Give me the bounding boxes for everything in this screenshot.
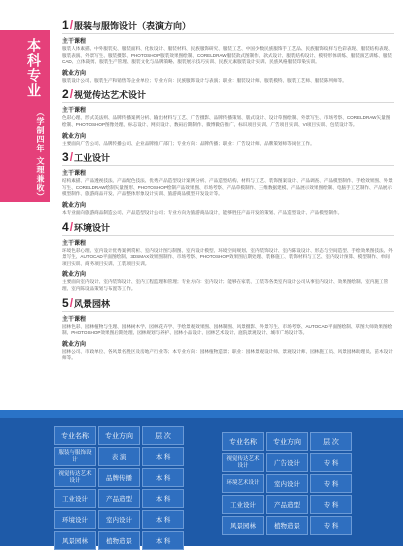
section-number: 4	[62, 219, 69, 234]
courses-label: 主干课程	[62, 240, 87, 247]
courses-text: 色彩心理、形式美法则、品牌传播案例分析、输出材料与工艺、广告摄影、品牌传播策划、版式设计、设计草图绘制、外景写生、市场考察、CORELDRAW矢量图绘制、PHOTOSHOP图像处理、标志设计、网页设计、数码后期制作、微博微信推广、标识项目实训、广告项目实训、VI项目实训、包装设计等。	[62, 115, 391, 127]
employment-text: 本专业面向旅游商品制造公司、产品造型设计公司；专业方向为旅游商品设计，能够胜任产品开发的策划、产品造型设计、产品模型制作。	[62, 209, 343, 215]
section-number: 1	[62, 18, 69, 32]
employment-text: 主要面向室内设计、室内装饰设计、室内工程监理和管理；专业方向：室内设计；能够在家装、工装等各类室内设计公司从事室内设计、效果图绘制、室内施工管理、室内陈设品策划与布置等工作。	[62, 279, 389, 291]
section-number: 5	[62, 295, 69, 310]
header-cell: 专业方向	[98, 426, 140, 445]
table-cell: 视觉传达艺术设计	[222, 453, 264, 472]
courses-text: 结构素描、产品透视技法、产品配色技法、优秀产品造型设计案例分析、产品造型结构、材料与工艺、装饰图案设计、产品调查、产品模型制作、手绘效果图、外景写生、CORELDRAW绘制矢量图形、PHOTOSHOP绘制产品效果图、市场考察、产品草模制作、三维数据建模、产品展示效果图绘制、电脑手工艺制作、产品展示模型制作、旅游商品开发、产品整体形象设计实训、旅游商品模型开发设计等。	[62, 178, 393, 197]
table-row	[222, 495, 352, 514]
table-row	[222, 516, 352, 535]
undergraduate-table	[52, 424, 186, 552]
section-landscape	[62, 296, 394, 362]
sidebar-title: 本科专业	[26, 38, 42, 98]
section-title: 工业设计	[74, 153, 111, 164]
section-header	[62, 220, 394, 236]
table-row	[54, 510, 184, 529]
section-title: 风景园林	[74, 298, 111, 309]
table-row	[54, 531, 184, 550]
section-title: 服装与服饰设计（表演方向）	[74, 21, 192, 31]
table-cell: 品牌传播	[98, 468, 140, 487]
section-industrial	[62, 150, 394, 216]
sidebar-banner	[0, 30, 50, 202]
table-cell: 视觉传达艺术设计	[54, 468, 96, 487]
header-cell: 层 次	[142, 426, 184, 445]
table-cell: 风景园林	[222, 516, 264, 535]
section-visual	[62, 87, 394, 147]
table-cell: 本 科	[142, 468, 184, 487]
table-cell: 产品造型	[266, 495, 308, 514]
table-row	[54, 489, 184, 508]
table-row	[54, 468, 184, 487]
table-cell: 专 科	[310, 516, 352, 535]
courses-label: 主干课程	[62, 316, 87, 323]
header-cell: 专业方向	[266, 432, 308, 451]
table-cell: 植物造景	[266, 516, 308, 535]
section-header	[62, 18, 394, 34]
sidebar-subtitle: （学制四年 文理兼收）	[36, 108, 45, 202]
header-cell: 专业名称	[222, 432, 264, 451]
table-header-row	[222, 432, 352, 451]
table-cell: 室内设计	[266, 474, 308, 493]
section-number: 2	[62, 87, 69, 102]
courses-label: 主干课程	[62, 108, 87, 115]
header-cell: 专业名称	[54, 426, 96, 445]
table-row	[222, 453, 352, 472]
courses-text: 园林色彩、园林植物与生理、园林树木学、园林花卉学、手绘景观效果图、园林制图、风景摄影、外景写生、市场考察、AUTOCAD平面图绘制、草图大师效果图绘制、PHOTOSHOP效果图后期处理、园林规划与养护、园林小品设计、园林艺术设计、庭院景观设计、城市广场设计等。	[62, 323, 393, 336]
employment-text: 主要面向广告公司、品牌传播公司、企业品牌推广部门；专业方向：品牌传播；职业：广告设计师、品牌策划师等岗位工作。	[62, 140, 315, 146]
table-cell: 本 科	[142, 489, 184, 508]
slash-divider: /	[69, 295, 74, 310]
slash-divider: /	[69, 18, 74, 32]
table-cell: 环境艺术设计	[222, 474, 264, 493]
table-cell: 广告设计	[266, 453, 308, 472]
table-cell: 专 科	[310, 495, 352, 514]
section-fashion	[62, 18, 394, 84]
section-title: 环境设计	[74, 222, 111, 233]
table-cell: 产品造型	[98, 489, 140, 508]
table-cell: 风景园林	[54, 531, 96, 550]
section-number: 3	[62, 150, 69, 165]
employment-label: 就业方向	[62, 202, 87, 209]
college-table	[220, 430, 354, 537]
employment-label: 就业方向	[62, 272, 87, 279]
table-cell: 环境设计	[54, 510, 96, 529]
table-cell: 专 科	[310, 474, 352, 493]
table-cell: 表 演	[98, 447, 140, 466]
courses-text: 环境色彩心理、室内设计优秀案例赏析、室内设计图与制图、室内设计模型、环境空间规划、室内装饰设计、室内陈设设计、形态与空间造型、手绘效果图技法、外景写生、AUTOCAD平面图绘制、3DSMAX效果图制作、市场考察、PHOTOSHOP效果图后期处理、装修施工、装饰材料与工艺、室内设计预算、模型制作、单间项目实训、商务项目实训、工装项目实训。	[62, 247, 393, 266]
table-cell: 本 科	[142, 531, 184, 550]
employment-label: 就业方向	[62, 70, 87, 77]
slash-divider: /	[69, 219, 74, 234]
table-cell: 工业设计	[54, 489, 96, 508]
section-environment	[62, 220, 394, 293]
table-cell: 工业设计	[222, 495, 264, 514]
table-row	[54, 447, 184, 466]
program-list	[62, 18, 394, 365]
table-cell: 本 科	[142, 447, 184, 466]
summary-panel	[0, 410, 403, 546]
table-header-row	[54, 426, 184, 445]
table-cell: 植物造景	[98, 531, 140, 550]
employment-text: 服装设计公司、服装生产和销售等企业单位；专业方向：民族服饰设计与表演；职业：服装设计师、服装模特、服装工艺师、服装陈列师等。	[62, 77, 347, 83]
courses-text: 服装人体素描、中外服装史、服装面料、化妆设计、服装材料、民族服饰研究、服装工艺、中国少数民族服饰手工艺品、民族服饰纹样与色彩表现、服装结构表现、服装表演、外景写生、服装摄影、PHOTOSHOP服装效果图绘制、CORELDRAW服装款式图制作、款式设计、服装结构设计、模特形体训练、服装演艺训练、服装CAD、立体裁剪、服装生产管理、服装文化与品牌策略、服装展示技巧实训、民族元素服装设计实训、民族风格服装印染实训。	[62, 46, 393, 65]
slash-divider: /	[69, 87, 74, 102]
section-title: 视觉传达艺术设计	[74, 90, 147, 101]
table-cell: 室内设计	[98, 510, 140, 529]
slash-divider: /	[69, 150, 74, 165]
employment-label: 就业方向	[62, 133, 87, 140]
table-cell: 专 科	[310, 453, 352, 472]
header-cell: 层 次	[310, 432, 352, 451]
table-cell: 服装与服饰设计	[54, 447, 96, 466]
panel-strip	[0, 410, 403, 418]
table-cell: 本 科	[142, 510, 184, 529]
section-header	[62, 87, 394, 103]
section-header	[62, 296, 394, 312]
employment-text: 园林公司、市政单位、各风景名胜区及房地产行业等；本专业方向：园林植物造景；职业：园林景观设计师、景观设计师、园林施工员、风景园林助理员、苗木设计师等。	[62, 348, 393, 361]
table-row	[222, 474, 352, 493]
courses-label: 主干课程	[62, 39, 87, 45]
courses-label: 主干课程	[62, 171, 87, 178]
section-header	[62, 150, 394, 166]
employment-label: 就业方向	[62, 341, 87, 348]
